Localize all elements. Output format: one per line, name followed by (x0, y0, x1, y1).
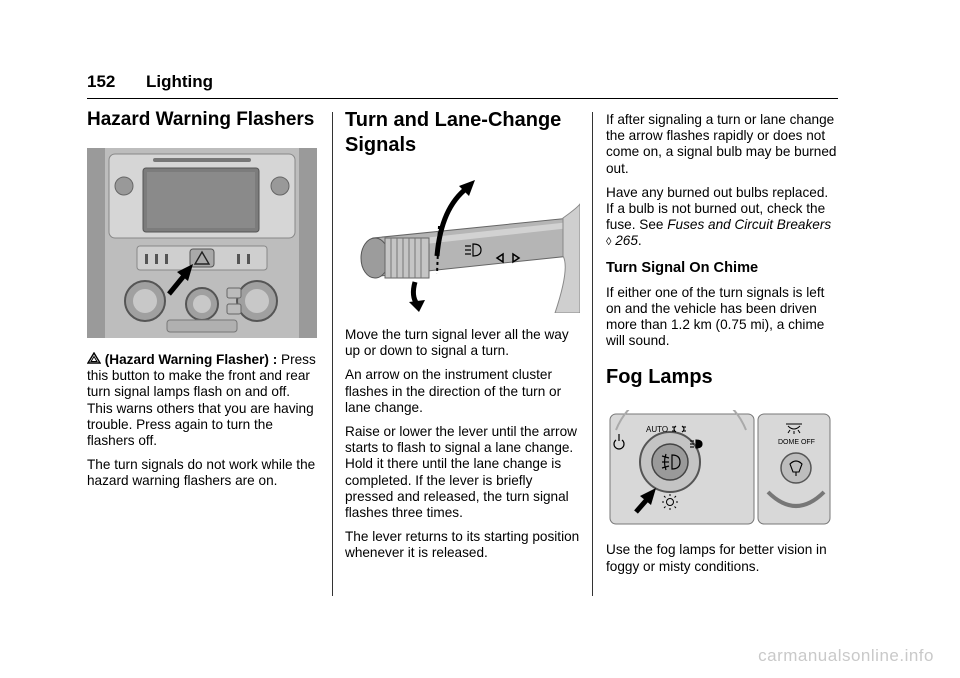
watermark: carmanualsonline.info (758, 646, 934, 665)
page-ref-icon: ◊ (606, 236, 612, 249)
turn-paragraph-1: Move the turn signal lever all the way up or down to signal a turn. (345, 327, 569, 359)
fog-paragraph: Use the fog lamps for better vision in foggy or misty conditions. (606, 542, 827, 574)
hazard-heading: Hazard Warning Flashers (87, 109, 315, 130)
hazard-console-figure (87, 148, 317, 338)
page-header (87, 72, 838, 99)
chime-paragraph: If either one of the turn signals is left on and the vehicle has been driven more than 1.2 km (0.75 mi), a chime will sound. (606, 284, 825, 349)
column-divider (332, 112, 333, 596)
section-title: Lighting (146, 72, 214, 91)
hazard-console-illustration (87, 148, 317, 338)
fog-lamps-heading: Fog Lamps (606, 366, 713, 389)
fuse-text: Have any burned out bulbs replaced. If a bulb is not burned out, check the fuse. See (606, 184, 829, 233)
column-fog-lamps (606, 112, 838, 583)
auto-label: AUTO (646, 425, 669, 435)
chime-heading: Turn Signal On Chime (606, 259, 759, 276)
column-divider (592, 112, 593, 596)
headlamp-icon (690, 440, 702, 448)
turn-paragraph-4: The lever returns to its starting position whenever it is released. (345, 529, 580, 561)
bulb-paragraph: If after signaling a turn or lane change the arrow flashes rapidly or does not come on, a signal bulb may be burned out. (606, 112, 837, 176)
down-arrow-icon (409, 282, 425, 312)
turn-paragraph-3: Raise or lower the lever until the arrow starts to flash to signal a lane change. Hold it there until the lane change is completed. If the lever is briefly pressed and released, the turn signal flashes three times. (345, 424, 577, 521)
fuses-page-ref[interactable]: 265 (615, 233, 638, 249)
turn-signal-lever-illustration (345, 178, 580, 313)
fog-lamp-switch-figure (606, 410, 834, 528)
turn-signal-lever-figure (345, 178, 580, 313)
fuse-text-end: . (637, 233, 642, 249)
column-hazard (87, 108, 317, 498)
hazard-paragraph-2: The turn signals do not work while the hazard warning flashers are on. (87, 457, 316, 489)
fuses-link[interactable]: Fuses and Circuit Breakers (667, 217, 832, 233)
hazard-triangle-icon (87, 352, 105, 367)
column-turn-signals (345, 108, 580, 570)
fog-lamp-switch-illustration (606, 410, 834, 528)
hazard-label: (Hazard Warning Flasher) : (104, 352, 278, 367)
dome-off-label: DOME OFF (778, 439, 815, 447)
hazard-paragraph-1: Press this button to make the front and rear turn signal lamps flash on and off. This warns others that you are having trouble. Press again to turn the flashers off. (87, 352, 316, 449)
page-number: 152 (87, 72, 116, 91)
turn-paragraph-2: An arrow on the instrument cluster flashes in the direction of the turn or lane change. (345, 367, 562, 415)
turn-signals-heading: Turn and Lane-Change Signals (345, 109, 562, 156)
hazard-description (87, 352, 317, 449)
fuse-paragraph (606, 185, 838, 251)
